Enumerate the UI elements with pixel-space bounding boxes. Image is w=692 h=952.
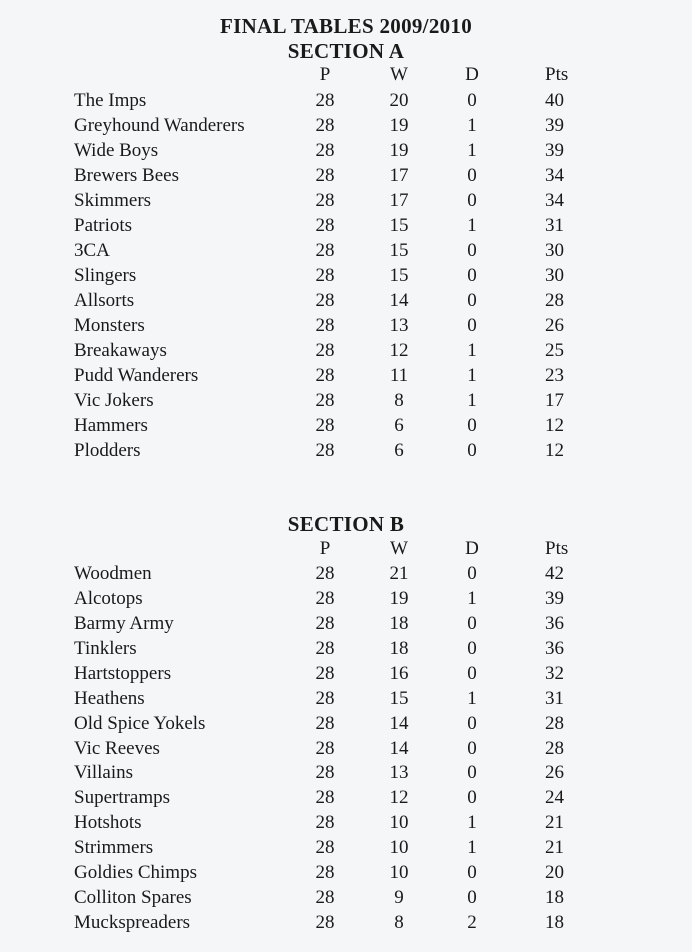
- points-value: 39: [545, 139, 564, 161]
- played-value: 28: [315, 189, 335, 211]
- drawn-value: 1: [467, 389, 477, 411]
- drawn-value: 0: [467, 787, 477, 809]
- played-value: 28: [315, 339, 335, 361]
- drawn-value: 0: [467, 563, 477, 584]
- drawn-value: 0: [467, 762, 477, 784]
- table-row: [0, 340, 692, 365]
- column-header-drawn: D: [465, 64, 479, 85]
- team-name: Woodmen: [74, 563, 152, 584]
- team-name: Old Spice Yokels: [74, 712, 206, 734]
- table-header: [0, 64, 692, 89]
- points-value: 30: [545, 264, 564, 286]
- won-value: 18: [389, 612, 409, 634]
- team-name: Plodders: [74, 439, 141, 461]
- won-value: 11: [389, 364, 409, 386]
- drawn-value: 0: [467, 862, 477, 884]
- points-value: 18: [545, 912, 564, 934]
- table-row: [0, 613, 692, 638]
- points-value: 28: [545, 289, 564, 311]
- points-value: 31: [545, 214, 564, 236]
- won-value: 6: [394, 414, 404, 436]
- played-value: 28: [315, 563, 335, 584]
- played-value: 28: [315, 712, 335, 734]
- drawn-value: 0: [467, 239, 477, 261]
- drawn-value: 1: [467, 114, 477, 136]
- won-value: 8: [394, 912, 404, 934]
- won-value: 12: [389, 787, 409, 809]
- section-b-title: SECTION B: [287, 512, 405, 536]
- drawn-value: 1: [467, 687, 477, 709]
- drawn-value: 0: [467, 189, 477, 211]
- table-row: [0, 588, 692, 613]
- won-value: 14: [389, 289, 409, 311]
- played-value: 28: [315, 687, 335, 709]
- points-value: 28: [545, 737, 564, 759]
- won-value: 19: [389, 587, 409, 609]
- played-value: 28: [315, 587, 335, 609]
- played-value: 28: [315, 762, 335, 784]
- drawn-value: 0: [467, 414, 477, 436]
- drawn-value: 1: [467, 587, 477, 609]
- table-row: [0, 415, 692, 440]
- table-row: [0, 762, 692, 787]
- played-value: 28: [315, 90, 335, 111]
- table-row: [0, 365, 692, 390]
- played-value: 28: [315, 837, 335, 859]
- played-value: 28: [315, 164, 335, 186]
- points-value: 32: [545, 662, 564, 684]
- points-value: 36: [545, 612, 564, 634]
- won-value: 9: [394, 887, 404, 909]
- played-value: 28: [315, 662, 335, 684]
- team-name: Alcotops: [74, 587, 143, 609]
- won-value: 14: [389, 712, 409, 734]
- won-value: 10: [389, 862, 409, 884]
- played-value: 28: [315, 737, 335, 759]
- drawn-value: 0: [467, 712, 477, 734]
- table-row: [0, 140, 692, 165]
- played-value: 28: [315, 787, 335, 809]
- won-value: 21: [389, 563, 409, 584]
- drawn-value: 1: [467, 214, 477, 236]
- team-name: Greyhound Wanderers: [74, 114, 245, 136]
- played-value: 28: [315, 414, 335, 436]
- drawn-value: 0: [467, 164, 477, 186]
- table-row: [0, 713, 692, 738]
- team-name: Tinklers: [74, 637, 137, 659]
- column-header-won: W: [390, 538, 408, 559]
- team-name: Hammers: [74, 414, 148, 436]
- table-row: [0, 837, 692, 862]
- played-value: 28: [315, 214, 335, 236]
- won-value: 14: [389, 737, 409, 759]
- table-row: [0, 90, 692, 115]
- table-row: [0, 315, 692, 340]
- points-value: 26: [545, 314, 564, 336]
- team-name: Villains: [74, 762, 134, 784]
- table-row: [0, 787, 692, 812]
- table-row: [0, 240, 692, 265]
- points-value: 40: [545, 90, 564, 111]
- drawn-value: 2: [467, 912, 477, 934]
- won-value: 19: [389, 139, 409, 161]
- points-value: 18: [545, 887, 564, 909]
- drawn-value: 0: [467, 264, 477, 286]
- played-value: 28: [315, 114, 335, 136]
- played-value: 28: [315, 812, 335, 834]
- team-name: Allsorts: [74, 289, 135, 311]
- points-value: 24: [545, 787, 564, 809]
- points-value: 36: [545, 637, 564, 659]
- points-value: 39: [545, 114, 564, 136]
- table-row: [0, 440, 692, 465]
- played-value: 28: [315, 439, 335, 461]
- points-value: 30: [545, 239, 564, 261]
- table-row: [0, 912, 692, 937]
- column-header-played: P: [319, 64, 331, 85]
- played-value: 28: [315, 389, 335, 411]
- points-value: 17: [545, 389, 564, 411]
- drawn-value: 1: [467, 339, 477, 361]
- played-value: 28: [315, 239, 335, 261]
- points-value: 28: [545, 712, 564, 734]
- team-name: Colliton Spares: [74, 887, 192, 909]
- won-value: 17: [389, 189, 409, 211]
- won-value: 16: [389, 662, 409, 684]
- played-value: 28: [315, 364, 335, 386]
- column-header-points: Pts: [545, 538, 569, 559]
- points-value: 34: [545, 189, 564, 211]
- team-name: Hartstoppers: [74, 662, 172, 684]
- team-name: Breakaways: [74, 339, 167, 361]
- won-value: 15: [389, 239, 409, 261]
- team-name: Supertramps: [74, 787, 171, 809]
- drawn-value: 0: [467, 612, 477, 634]
- table-row: [0, 887, 692, 912]
- points-value: 25: [545, 339, 564, 361]
- table-row: [0, 738, 692, 763]
- table-header: [0, 538, 692, 563]
- team-name: Brewers Bees: [74, 164, 179, 186]
- team-name: Heathens: [74, 687, 145, 709]
- drawn-value: 0: [467, 637, 477, 659]
- won-value: 13: [389, 314, 409, 336]
- points-value: 42: [545, 563, 564, 584]
- table-row: [0, 862, 692, 887]
- table-row: [0, 265, 692, 290]
- team-name: Vic Jokers: [74, 389, 154, 411]
- won-value: 18: [389, 637, 409, 659]
- won-value: 15: [389, 214, 409, 236]
- played-value: 28: [315, 862, 335, 884]
- team-name: Skimmers: [74, 189, 152, 211]
- column-header-played: P: [319, 538, 331, 559]
- points-value: 39: [545, 587, 564, 609]
- table-row: [0, 390, 692, 415]
- team-name: Slingers: [74, 264, 137, 286]
- points-value: 12: [545, 414, 564, 436]
- played-value: 28: [315, 289, 335, 311]
- played-value: 28: [315, 887, 335, 909]
- points-value: 20: [545, 862, 564, 884]
- drawn-value: 0: [467, 662, 477, 684]
- played-value: 28: [315, 314, 335, 336]
- team-name: Pudd Wanderers: [74, 364, 199, 386]
- team-name: Barmy Army: [74, 612, 174, 634]
- won-value: 13: [389, 762, 409, 784]
- table-row: [0, 688, 692, 713]
- drawn-value: 0: [467, 289, 477, 311]
- page-title: FINAL TABLES 2009/2010: [219, 14, 473, 38]
- won-value: 8: [394, 389, 404, 411]
- points-value: 34: [545, 164, 564, 186]
- table-row: [0, 290, 692, 315]
- team-name: Vic Reeves: [74, 737, 160, 759]
- section-a-title: SECTION A: [287, 39, 405, 63]
- won-value: 20: [389, 90, 409, 111]
- team-name: 3CA: [74, 239, 110, 261]
- drawn-value: 0: [467, 439, 477, 461]
- points-value: 23: [545, 364, 564, 386]
- played-value: 28: [315, 612, 335, 634]
- table-row: [0, 812, 692, 837]
- table-row: [0, 215, 692, 240]
- team-name: The Imps: [74, 90, 147, 111]
- team-name: Muckspreaders: [74, 912, 191, 934]
- won-value: 6: [394, 439, 404, 461]
- table-row: [0, 115, 692, 140]
- points-value: 12: [545, 439, 564, 461]
- played-value: 28: [315, 637, 335, 659]
- drawn-value: 0: [467, 314, 477, 336]
- points-value: 21: [545, 812, 564, 834]
- drawn-value: 0: [467, 887, 477, 909]
- team-name: Monsters: [74, 314, 145, 336]
- won-value: 10: [389, 812, 409, 834]
- drawn-value: 0: [467, 737, 477, 759]
- won-value: 10: [389, 837, 409, 859]
- table-row: [0, 190, 692, 215]
- table-row: [0, 563, 692, 588]
- column-header-drawn: D: [465, 538, 479, 559]
- team-name: Patriots: [74, 214, 133, 236]
- team-name: Hotshots: [74, 812, 142, 834]
- team-name: Goldies Chimps: [74, 862, 197, 884]
- played-value: 28: [315, 139, 335, 161]
- column-header-points: Pts: [545, 64, 569, 85]
- table-row: [0, 638, 692, 663]
- drawn-value: 1: [467, 837, 477, 859]
- points-value: 31: [545, 687, 564, 709]
- won-value: 15: [389, 687, 409, 709]
- points-value: 26: [545, 762, 564, 784]
- drawn-value: 0: [467, 90, 477, 111]
- won-value: 17: [389, 164, 409, 186]
- points-value: 21: [545, 837, 564, 859]
- column-header-won: W: [390, 64, 408, 85]
- team-name: Wide Boys: [74, 139, 159, 161]
- table-row: [0, 165, 692, 190]
- won-value: 19: [389, 114, 409, 136]
- played-value: 28: [315, 912, 335, 934]
- won-value: 12: [389, 339, 409, 361]
- table-row: [0, 663, 692, 688]
- drawn-value: 1: [467, 364, 477, 386]
- drawn-value: 1: [467, 139, 477, 161]
- won-value: 15: [389, 264, 409, 286]
- team-name: Strimmers: [74, 837, 154, 859]
- drawn-value: 1: [467, 812, 477, 834]
- played-value: 28: [315, 264, 335, 286]
